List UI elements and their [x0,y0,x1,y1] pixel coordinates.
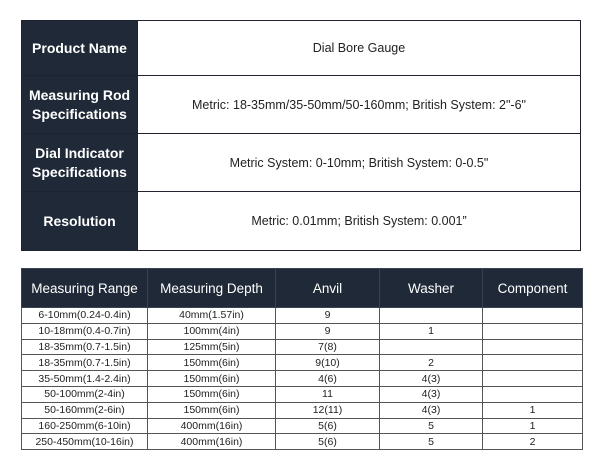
cell-measuring-range: 18-35mm(0.7-1.5in) [22,355,148,371]
table-row [22,418,583,434]
spec-value: Metric System: 0-10mm; British System: 0-0.5" [138,134,581,192]
cell-measuring-range: 18-35mm(0.7-1.5in) [22,339,148,355]
cell-anvil: 12(11) [276,402,380,418]
cell-anvil: 4(6) [276,371,380,387]
cell-measuring-range: 35-50mm(1.4-2.4in) [22,371,148,387]
spec-value: Metric: 0.01mm; British System: 0.001” [138,192,581,251]
cell-measuring-range: 50-160mm(2-6in) [22,402,148,418]
cell-measuring-depth: 400mm(16in) [148,418,276,434]
cell-washer: 1 [380,323,483,339]
spec-label [22,76,138,134]
column-header-component: Component [483,269,583,308]
table-row [22,371,583,387]
spec-label: Resolution [22,192,138,251]
cell-measuring-range: 6-10mm(0.24-0.4in) [22,308,148,324]
product-spec-table [21,20,581,251]
cell-component [483,355,583,371]
spec-row-product-name [22,21,581,76]
cell-measuring-depth: 40mm(1.57in) [148,308,276,324]
cell-anvil: 11 [276,386,380,402]
cell-component: 2 [483,434,583,450]
cell-measuring-depth: 150mm(6in) [148,386,276,402]
table-row [22,323,583,339]
cell-anvil: 5(6) [276,418,380,434]
cell-measuring-range: 10-18mm(0.4-0.7in) [22,323,148,339]
table-row [22,386,583,402]
cell-washer: 5 [380,418,483,434]
cell-washer: 4(3) [380,386,483,402]
spec-value: Metric: 18-35mm/35-50mm/50-160mm; British System: 2"-6" [138,76,581,134]
cell-component [483,308,583,324]
table-row [22,339,583,355]
cell-anvil: 9 [276,323,380,339]
cell-washer: 4(3) [380,402,483,418]
cell-washer [380,308,483,324]
spec-label-text: Measuring Rod Specifications [28,86,131,122]
spec-value: Dial Bore Gauge [138,21,581,76]
measuring-range-table [21,268,583,450]
table-row [22,308,583,324]
cell-component [483,323,583,339]
cell-measuring-range: 160-250mm(6-10in) [22,418,148,434]
table-row [22,402,583,418]
column-header-washer: Washer [380,269,483,308]
cell-measuring-depth: 400mm(16in) [148,434,276,450]
spec-row-dial-indicator [22,134,581,192]
column-header-measuring-range: Measuring Range [22,269,148,308]
cell-measuring-depth: 100mm(4in) [148,323,276,339]
cell-washer: 4(3) [380,371,483,387]
cell-anvil: 7(8) [276,339,380,355]
cell-anvil: 9 [276,308,380,324]
table-row [22,355,583,371]
spec-row-measuring-rod [22,76,581,134]
cell-anvil: 5(6) [276,434,380,450]
table-header-row [22,269,583,308]
cell-washer: 2 [380,355,483,371]
column-header-anvil: Anvil [276,269,380,308]
cell-washer: 5 [380,434,483,450]
cell-component: 1 [483,418,583,434]
cell-measuring-depth: 150mm(6in) [148,402,276,418]
cell-component [483,371,583,387]
cell-anvil: 9(10) [276,355,380,371]
spec-label: Product Name [22,21,138,76]
cell-component [483,386,583,402]
spec-row-resolution [22,192,581,251]
cell-measuring-range: 50-100mm(2-4in) [22,386,148,402]
cell-measuring-range: 250-450mm(10-16in) [22,434,148,450]
cell-component [483,339,583,355]
cell-measuring-depth: 150mm(6in) [148,355,276,371]
cell-measuring-depth: 125mm(5in) [148,339,276,355]
column-header-measuring-depth: Measuring Depth [148,269,276,308]
cell-measuring-depth: 150mm(6in) [148,371,276,387]
spec-label [22,134,138,192]
cell-component: 1 [483,402,583,418]
cell-washer [380,339,483,355]
spec-label-text: Dial Indicator Specifications [32,144,127,180]
table-row [22,434,583,450]
